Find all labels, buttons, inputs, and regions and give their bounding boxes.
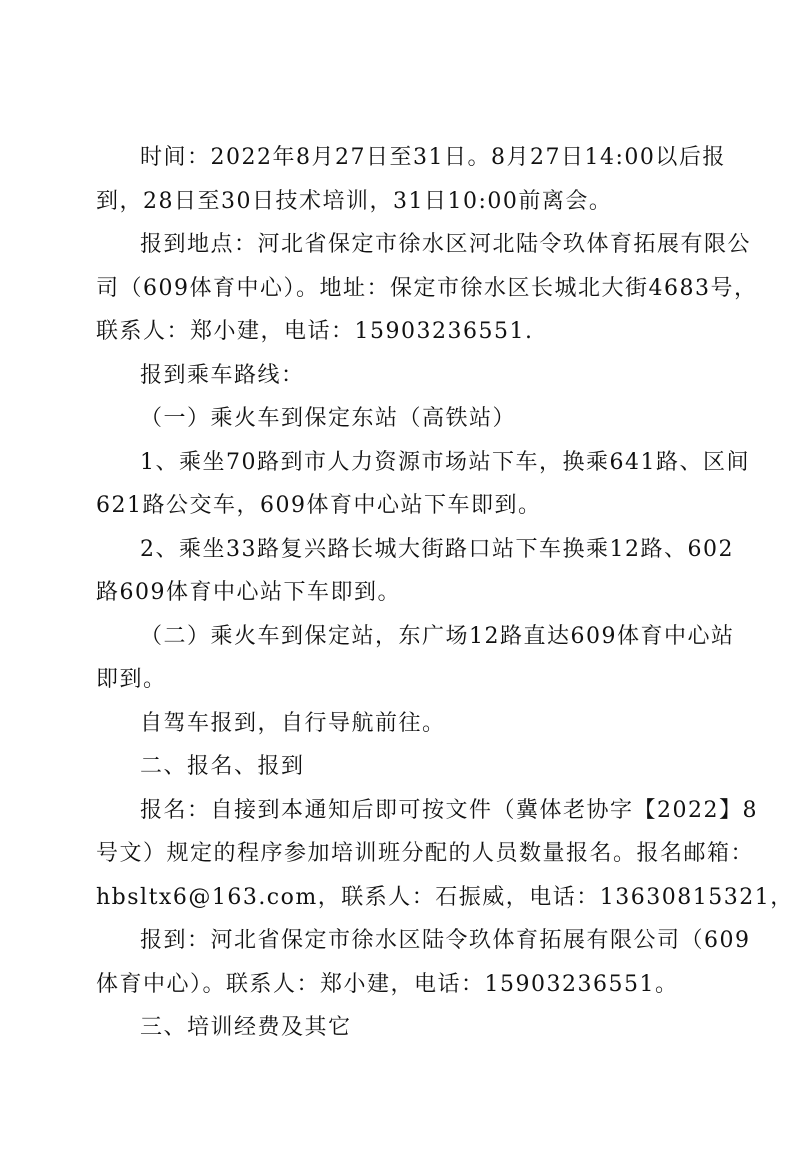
time-paragraph-line-2: 到，28日至30日技术培训，31日10:00前离会。 <box>96 188 613 214</box>
route-baoding-station-line-2: 即到。 <box>96 667 167 692</box>
route-heading: 报到乘车路线： <box>140 362 305 388</box>
registration-paragraph-line-1: 报名：自接到本通知后即可按文件（冀体老协字【2022】8 <box>140 797 758 823</box>
location-paragraph-line-2: 司（609体育中心）。地址：保定市徐水区长城北大街4683号， <box>96 275 758 301</box>
section-3-heading: 三、培训经费及其它 <box>140 1015 352 1040</box>
route-option-1-line-1: 1、乘坐70路到市人力资源市场站下车，换乘641路、区间 <box>140 449 750 475</box>
location-paragraph-line-1: 报到地点：河北省保定市徐水区河北陆令玖体育拓展有限公 <box>140 232 752 257</box>
route-option-1-line-2: 621路公交车，609体育中心站下车即到。 <box>96 493 542 518</box>
route-east-station-heading: （一）乘火车到保定东站（高铁站） <box>140 406 517 431</box>
check-in-paragraph-line-2: 体育中心）。联系人：郑小建，电话：15903236551。 <box>96 971 679 997</box>
route-option-2-line-1: 2、乘坐33路复兴路长城大街路口站下车换乘12路、602 <box>140 536 734 562</box>
registration-paragraph-line-2: 号文）规定的程序参加培训班分配的人员数量报名。报名邮箱： <box>96 841 755 866</box>
location-paragraph-line-3: 联系人：郑小建，电话：15903236551. <box>96 319 534 344</box>
registration-paragraph-line-3: hbsltx6@163.com，联系人：石振威，电话：13630815321， <box>96 884 794 910</box>
route-option-2-line-2: 路609体育中心站下车即到。 <box>96 580 401 605</box>
section-2-heading: 二、报名、报到 <box>140 754 305 779</box>
check-in-paragraph-line-1: 报到：河北省保定市徐水区陆令玖体育拓展有限公司（609 <box>140 928 751 953</box>
self-drive-paragraph: 自驾车报到，自行导航前往。 <box>140 710 446 736</box>
time-paragraph-line-1: 时间：2022年8月27日至31日。8月27日14:00以后报 <box>140 145 726 170</box>
route-baoding-station-line-1: （二）乘火车到保定站，东广场12路直达609体育中心站 <box>140 623 735 649</box>
